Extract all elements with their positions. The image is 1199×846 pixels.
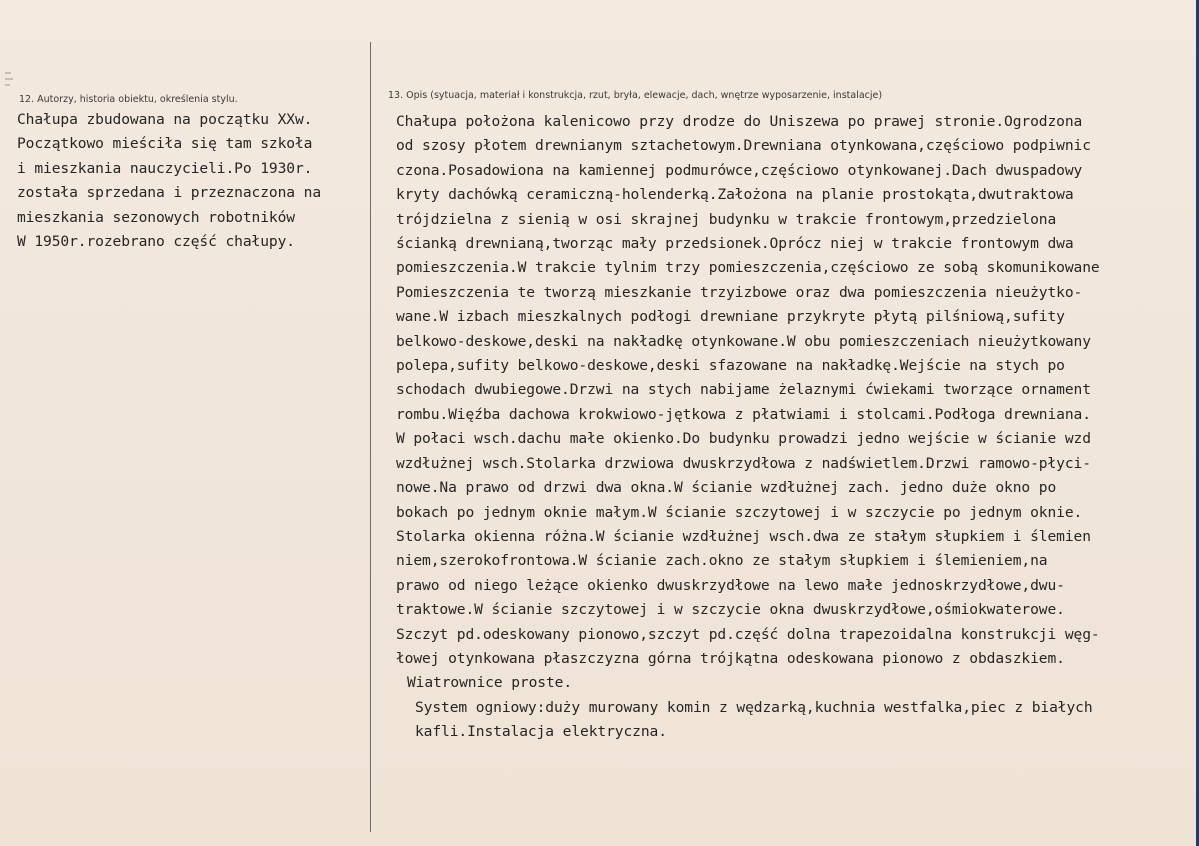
column-divider	[370, 42, 371, 832]
history-text	[17, 108, 321, 254]
description-line: Szczyt pd.odeskowany pionowo,szczyt pd.część dolna trapezoidalna konstrukcji węg-	[396, 625, 1100, 643]
description-line: belkowo-deskowe,deski na nakładkę otynkowane.W obu pomieszczeniach nieużytkowany	[396, 332, 1091, 350]
field-label-history: 12. Autorzy, historia obiektu, określenia stylu.	[19, 94, 238, 105]
description-line: traktowe.W ścianie szczytowej i w szczycie okna dwuskrzydłowe,ośmiokwaterowe.	[396, 601, 1065, 619]
history-line: i mieszkania nauczycieli.Po 1930r.	[17, 159, 313, 177]
description-line: polepa,sufity belkowo-deskowe,deski sfazowane na nakładkę.Wejście na stych po	[396, 357, 1065, 375]
description-line: łowej otynkowana płaszczyzna górna trójkątna odeskowana pionowo z obdaszkiem.	[396, 649, 1065, 667]
description-line: Stolarka okienna różna.W ścianie wzdłużnej wsch.dwa ze stałym słupkiem i ślemien	[396, 527, 1091, 545]
margin-stamp-marks	[3, 70, 17, 113]
description-line: kryty dachówką ceramiczną-holenderką.Założona na planie prostokąta,dwutraktowa	[396, 186, 1074, 204]
description-text	[396, 110, 1196, 745]
description-line: czona.Posadowiona na kamiennej podmurówce,częściowo otynkowanej.Dach dwuspadowy	[396, 161, 1083, 179]
description-line: rombu.Więźba dachowa krokwiowo-jętkowa z płatwiami i stolcami.Podłoga drewniana.	[396, 405, 1091, 423]
description-line: System ogniowy:duży murowany komin z wędzarką,kuchnia westfalka,piec z białych	[415, 698, 1093, 716]
description-line: Pomieszczenia te tworzą mieszkanie trzyizbowe oraz dwa pomieszczenia nieużytko-	[396, 283, 1083, 301]
description-line: od szosy płotem drewnianym sztachetowym.Drewniana otynkowana,częściowo podpiwnic	[396, 137, 1091, 155]
description-line: W połaci wsch.dachu małe okienko.Do budynku prowadzi jedno wejście w ścianie wzd	[396, 430, 1091, 448]
history-line: Początkowo mieściła się tam szkoła	[17, 135, 313, 153]
description-line: Chałupa położona kalenicowo przy drodze do Uniszewa po prawej stronie.Ogrodzona	[396, 113, 1083, 130]
history-line: Chałupa zbudowana na początku XXw.	[17, 111, 313, 128]
history-line: mieszkania sezonowych robotników	[17, 208, 295, 226]
description-line: schodach dwubiegowe.Drzwi na stych nabijame żelaznymi ćwiekami tworzące ornament	[396, 381, 1091, 399]
history-line: została sprzedana i przeznaczona na	[17, 184, 322, 202]
description-line: pomieszczenia.W trakcie tylnim trzy pomieszczenia,częściowo ze sobą skomunikowane	[396, 259, 1100, 277]
field-label-description: 13. Opis (sytuacja, materiał i konstrukcja, rzut, bryła, elewacje, dach, wnętrze wyposarzenie, instalacje)	[388, 90, 883, 101]
description-line: wzdłużnej wsch.Stolarka drzwiowa dwuskrzydłowa z nadświetlem.Drzwi ramowo-płyci-	[396, 454, 1091, 472]
description-line: nowe.Na prawo od drzwi dwa okna.W ścianie wzdłużnej zach. jedno duże okno po	[396, 479, 1057, 497]
description-line: trójdzielna z sienią w osi skrajnej budynku w trakcie frontowym,przedzielona	[396, 210, 1057, 228]
description-line: prawo od niego leżące okienko dwuskrzydłowe na lewo małe jednoskrzydłowe,dwu-	[396, 576, 1065, 594]
description-line: kafli.Instalacja elektryczna.	[415, 723, 667, 741]
history-line: W 1950r.rozebrano część chałupy.	[17, 233, 295, 251]
description-line: bokach po jednym oknie małym.W ścianie szczytowej i w szczycie po jednym oknie.	[396, 503, 1083, 521]
description-line: ścianką drewnianą,tworząc mały przedsionek.Oprócz niej w trakcie frontowym dwa	[396, 235, 1074, 253]
description-line: Wiatrownice proste.	[407, 674, 573, 692]
description-line: wane.W izbach mieszkalnych podłogi drewniane przykryte płytą pilśniową,sufity	[396, 308, 1065, 326]
description-line: niem,szerokofrontowa.W ścianie zach.okno ze stałym słupkiem i ślemieniem,na	[396, 552, 1048, 570]
